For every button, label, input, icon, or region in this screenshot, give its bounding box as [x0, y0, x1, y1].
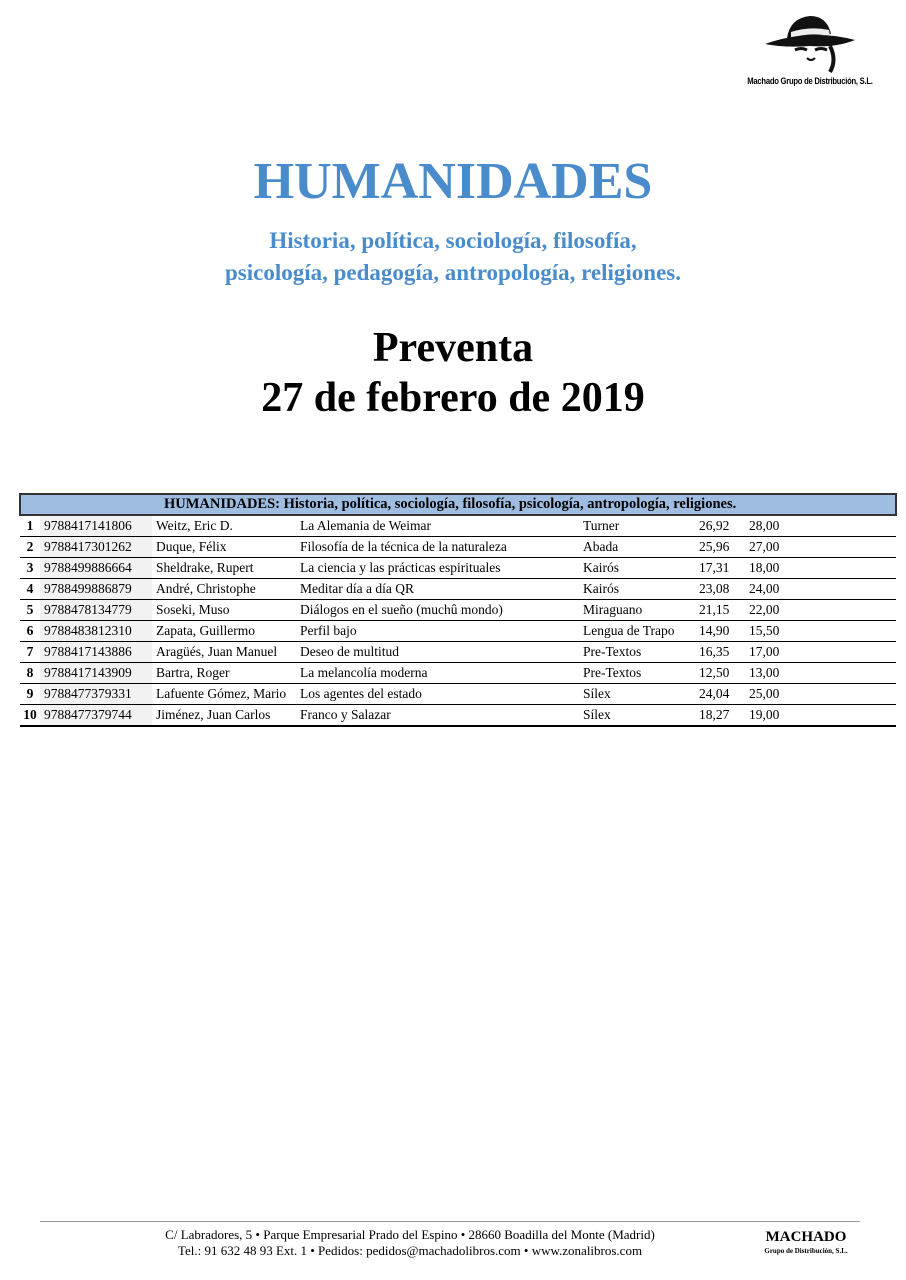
subtitle-line-1: Historia, política, sociología, filosofía,	[269, 228, 637, 253]
price-net: 12,50	[695, 663, 745, 684]
table-row	[20, 537, 896, 558]
price-net: 24,04	[695, 684, 745, 705]
publisher: Lengua de Trapo	[579, 621, 695, 642]
price: 27,00	[745, 537, 896, 558]
table-row	[20, 579, 896, 600]
footer-contact: Tel.: 91 632 48 93 Ext. 1 • Pedidos: pedidos@machadolibros.com • www.zonalibros.com	[177, 1243, 643, 1258]
publisher: Abada	[579, 537, 695, 558]
row-number: 9	[20, 684, 40, 705]
row-number: 8	[20, 663, 40, 684]
row-number: 3	[20, 558, 40, 579]
book-title: Meditar día a día QR	[296, 579, 579, 600]
page-title: HUMANIDADES	[253, 153, 653, 210]
isbn: 9788483812310	[40, 621, 152, 642]
row-number: 5	[20, 600, 40, 621]
preventa-date: 27 de febrero de 2019	[261, 375, 645, 421]
logo-text: Machado Grupo de Distribución, S.L.	[747, 76, 873, 86]
price-net: 21,15	[695, 600, 745, 621]
table-row	[20, 600, 896, 621]
table-row	[20, 684, 896, 705]
author: Lafuente Gómez, Mario	[152, 684, 296, 705]
isbn: 9788478134779	[40, 600, 152, 621]
books-table	[19, 493, 897, 727]
price: 28,00	[745, 515, 896, 537]
book-title: Diálogos en el sueño (muchû mondo)	[296, 600, 579, 621]
table-row	[20, 515, 896, 537]
author: Duque, Félix	[152, 537, 296, 558]
price-net: 16,35	[695, 642, 745, 663]
author: Zapata, Guillermo	[152, 621, 296, 642]
price-net: 18,27	[695, 705, 745, 727]
table-heading: HUMANIDADES: Historia, política, sociología, filosofía, psicología, antropología, religiones.	[20, 494, 896, 515]
publisher: Sílex	[579, 684, 695, 705]
price-net: 26,92	[695, 515, 745, 537]
isbn: 9788417301262	[40, 537, 152, 558]
isbn: 9788417141806	[40, 515, 152, 537]
author: Aragüés, Juan Manuel	[152, 642, 296, 663]
book-title: Franco y Salazar	[296, 705, 579, 727]
author: Bartra, Roger	[152, 663, 296, 684]
book-title: La melancolía moderna	[296, 663, 579, 684]
author: Jiménez, Juan Carlos	[152, 705, 296, 727]
table-row	[20, 621, 896, 642]
subtitle-line-2: psicología, pedagogía, antropología, religiones.	[225, 260, 681, 285]
author: Weitz, Eric D.	[152, 515, 296, 537]
price: 18,00	[745, 558, 896, 579]
price: 15,50	[745, 621, 896, 642]
publisher: Pre-Textos	[579, 663, 695, 684]
book-title: La ciencia y las prácticas espirituales	[296, 558, 579, 579]
price-net: 25,96	[695, 537, 745, 558]
book-title: Perfil bajo	[296, 621, 579, 642]
footer-divider	[40, 1221, 860, 1222]
book-title: La Alemania de Weimar	[296, 515, 579, 537]
row-number: 6	[20, 621, 40, 642]
row-number: 2	[20, 537, 40, 558]
isbn: 9788499886879	[40, 579, 152, 600]
price-net: 23,08	[695, 579, 745, 600]
book-title: Deseo de multitud	[296, 642, 579, 663]
table-row	[20, 642, 896, 663]
isbn: 9788477379744	[40, 705, 152, 727]
price: 24,00	[745, 579, 896, 600]
row-number: 7	[20, 642, 40, 663]
publisher: Turner	[579, 515, 695, 537]
publisher: Kairós	[579, 558, 695, 579]
row-number: 10	[20, 705, 40, 727]
book-title: Los agentes del estado	[296, 684, 579, 705]
row-number: 1	[20, 515, 40, 537]
isbn: 9788499886664	[40, 558, 152, 579]
company-logo	[735, 10, 885, 92]
price: 13,00	[745, 663, 896, 684]
price: 19,00	[745, 705, 896, 727]
publisher: Pre-Textos	[579, 642, 695, 663]
author: André, Christophe	[152, 579, 296, 600]
author: Soseki, Muso	[152, 600, 296, 621]
table-row	[20, 705, 896, 727]
price: 22,00	[745, 600, 896, 621]
isbn: 9788417143909	[40, 663, 152, 684]
price-net: 17,31	[695, 558, 745, 579]
isbn: 9788477379331	[40, 684, 152, 705]
price: 17,00	[745, 642, 896, 663]
price-net: 14,90	[695, 621, 745, 642]
footer-brand: MACHADO	[765, 1229, 847, 1245]
man-with-hat-icon	[735, 10, 885, 76]
publisher: Sílex	[579, 705, 695, 727]
footer-address: C/ Labradores, 5 • Parque Empresarial Prado del Espino • 28660 Boadilla del Monte (Madrid)	[165, 1227, 655, 1242]
isbn: 9788417143886	[40, 642, 152, 663]
price: 25,00	[745, 684, 896, 705]
book-title: Filosofía de la técnica de la naturaleza	[296, 537, 579, 558]
table-row	[20, 558, 896, 579]
preventa-heading: Preventa	[372, 325, 534, 371]
publisher: Miraguano	[579, 600, 695, 621]
publisher: Kairós	[579, 579, 695, 600]
footer-brand-sub: Grupo de Distribución, S.L.	[764, 1247, 848, 1255]
author: Sheldrake, Rupert	[152, 558, 296, 579]
table-row	[20, 663, 896, 684]
row-number: 4	[20, 579, 40, 600]
